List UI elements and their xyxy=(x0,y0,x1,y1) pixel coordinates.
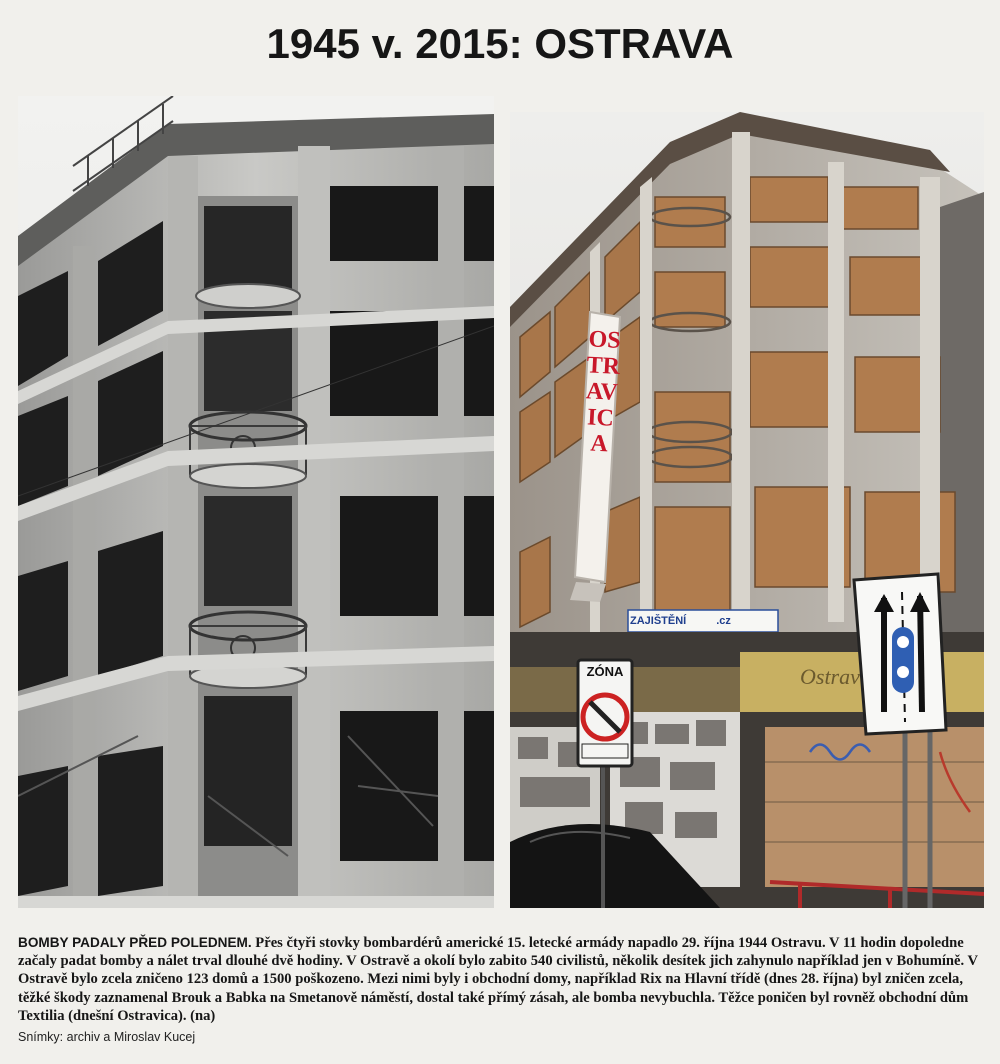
photo-credit: Snímky: archiv a Miroslav Kucej xyxy=(18,1030,196,1044)
zona-sign-label: ZÓNA xyxy=(586,664,624,679)
caption-lead: BOMBY PADALY PŘED POLEDNEM. xyxy=(18,935,252,950)
ostravica-vertical-sign: OSTRAVICA xyxy=(585,326,622,458)
caption-text: Přes čtyři stovky bombardérů americké 15. letecké armády napadlo 29. října 1944 Ostravu. V 11 hodin dopoledne začaly padat bomby a nálet trval dlouhé dvě hodiny. V Ostravě a okolí bylo zabito 540 civilistů, několik desítek jich zahynulo například jen v Bohumíně. V Ostravě bylo zcela zničeno 123 domů a 1500 poškozeno. Mezi nimi byly i obchodní domy, například Rix na Hlavní třídě (dnes 28. října) byl zničen zcela, těžké škody zaznamenal Brouk a Babka na Smetanově náměstí, dostal také přímý zásah, ale bomba nevybuchla. Těžce poničen byl rovněž obchodní dům Textilia (dnešní Ostravica). (na) xyxy=(18,935,978,1024)
zajisteni-banner xyxy=(630,611,780,631)
zajisteni-text: ZAJIŠTĚNÍ xyxy=(630,615,687,627)
headline: 1945 v. 2015: OSTRAVA xyxy=(266,20,734,67)
photo-caption xyxy=(18,934,984,1025)
zajisteni-suffix: .cz xyxy=(716,615,731,627)
photo-1945-ruined-building xyxy=(18,96,494,908)
photo-2015-ostravica-building xyxy=(510,112,984,908)
shop-sign: Ostrav xyxy=(800,664,860,689)
